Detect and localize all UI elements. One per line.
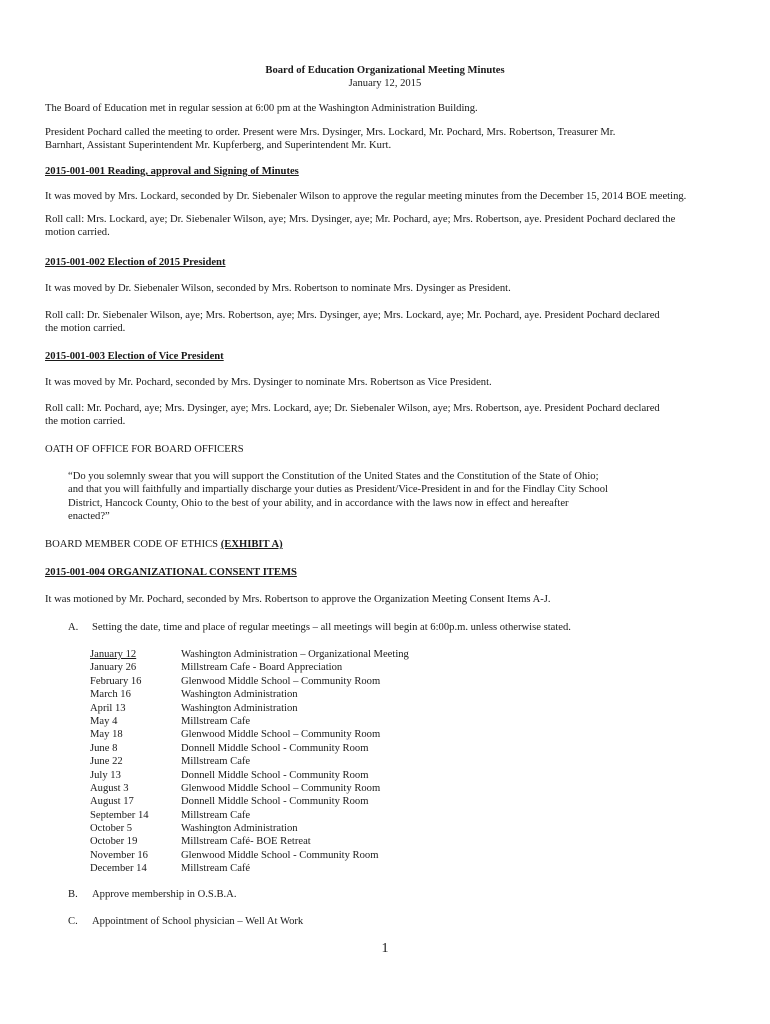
oath-line: District, Hancock County, Ohio to the best of your ability, and in accordance with the laws now in effect and hereafter <box>68 497 569 509</box>
schedule-row <box>90 715 490 728</box>
oath-line: and that you will faithfully and impartially discharge your duties as President/Vice-President in and for the Findlay City School <box>68 484 608 496</box>
schedule-row <box>90 782 490 795</box>
schedule-place: Glenwood Middle School – Community Room <box>181 729 381 741</box>
consent-item-b <box>68 888 728 901</box>
page-number: 1 <box>381 941 389 956</box>
schedule-row <box>90 742 490 755</box>
schedule-row <box>90 769 490 782</box>
schedule-date: June 22 <box>90 756 123 768</box>
ethics-text: BOARD MEMBER CODE OF ETHICS <box>45 539 219 550</box>
schedule-place: Millstream Cafe - Board Appreciation <box>181 662 343 674</box>
oath-heading: OATH OF OFFICE FOR BOARD OFFICERS <box>45 444 244 455</box>
section-heading-minutes: 2015-001-001 Reading, approval and Signing of Minutes <box>45 166 299 177</box>
schedule-place: Glenwood Middle School - Community Room <box>181 849 379 861</box>
schedule-row <box>90 648 490 661</box>
document-title: Board of Education Organizational Meeting Minutes <box>265 65 505 76</box>
schedule-place: Glenwood Middle School – Community Room <box>181 782 381 794</box>
schedule-row <box>90 755 490 768</box>
schedule-date: February 16 <box>90 675 142 687</box>
ethics-exhibit-link: (EXHIBIT A) <box>220 539 283 550</box>
schedule-date: March 16 <box>90 689 131 701</box>
intro-paragraph: The Board of Education met in regular session at 6:00 pm at the Washington Administration Building. <box>45 103 478 114</box>
section-roll-call-president-1: Roll call: Dr. Siebenaler Wilson, aye; Mrs. Robertson, aye; Mrs. Dysinger, aye; Mrs. Lockard, aye; Mr. Pochard, aye. President Pochard declared <box>45 310 660 321</box>
schedule-row <box>90 835 490 848</box>
item-marker: A. <box>68 622 79 633</box>
schedule-row <box>90 675 490 688</box>
call-to-order-line-2: Barnhart, Assistant Superintendent Mr. Kupferberg, and Superintendent Mr. Kurt. <box>45 140 392 151</box>
item-text: Approve membership in O.S.B.A. <box>92 889 237 900</box>
document-date: January 12, 2015 <box>348 78 422 89</box>
schedule-place: Glenwood Middle School – Community Room <box>181 675 381 687</box>
schedule-row <box>90 702 490 715</box>
section-motion-minutes: It was moved by Mrs. Lockard, seconded by Dr. Siebenaler Wilson to approve the regular meeting minutes from the December 15, 2014 BOE meeting. <box>45 191 687 202</box>
section-roll-call-minutes-1: Roll call: Mrs. Lockard, aye; Dr. Siebenaler Wilson, aye; Mrs. Dysinger, aye; Mr. Pochard, aye; Mrs. Robertson, aye. President Pochard declared the <box>45 214 676 225</box>
schedule-row <box>90 661 490 674</box>
schedule-row <box>90 795 490 808</box>
consent-motion: It was motioned by Mr. Pochard, seconded by Mrs. Robertson to approve the Organization Meeting Consent Items A-J. <box>45 594 551 605</box>
meeting-schedule <box>90 648 490 876</box>
section-motion-vice-president: It was moved by Mr. Pochard, seconded by Mrs. Dysinger to nominate Mrs. Robertson as Vice President. <box>45 377 492 388</box>
section-roll-call-minutes-2: motion carried. <box>45 227 110 238</box>
item-marker: C. <box>68 916 78 927</box>
section-roll-call-vice-president-2: the motion carried. <box>45 416 126 427</box>
consent-item-c <box>68 915 728 928</box>
schedule-date: April 13 <box>90 702 126 714</box>
schedule-row <box>90 728 490 741</box>
schedule-row <box>90 822 490 835</box>
section-heading-president: 2015-001-002 Election of 2015 President <box>45 257 226 268</box>
schedule-place: Millstream Café <box>181 863 251 875</box>
oath-line: enacted?” <box>68 511 110 523</box>
oath-line: “Do you solemnly swear that you will support the Constitution of the United States and the Constitution of the State of Ohio; <box>68 471 599 482</box>
item-marker: B. <box>68 889 78 900</box>
schedule-date: October 19 <box>90 836 138 848</box>
section-roll-call-vice-president-1: Roll call: Mr. Pochard, aye; Mrs. Dysinger, aye; Mrs. Lockard, aye; Dr. Siebenaler Wilson, aye; Mrs. Robertson, aye. President Pochard declared <box>45 403 660 414</box>
schedule-place: Millstream Café- BOE Retreat <box>181 836 311 848</box>
schedule-date: August 3 <box>90 782 129 794</box>
section-motion-president: It was moved by Dr. Siebenaler Wilson, seconded by Mrs. Robertson to nominate Mrs. Dysinger as President. <box>45 283 511 294</box>
schedule-place: Millstream Cafe <box>181 809 251 821</box>
schedule-date: January 26 <box>90 662 137 674</box>
schedule-date: August 17 <box>90 796 134 808</box>
schedule-date: January 12 <box>90 649 137 660</box>
schedule-row <box>90 688 490 701</box>
schedule-date: September 14 <box>90 809 149 821</box>
ethics-line <box>45 538 725 551</box>
oath-quote <box>68 470 668 524</box>
consent-heading: 2015-001-004 ORGANIZATIONAL CONSENT ITEMS <box>45 567 297 578</box>
schedule-date: May 18 <box>90 729 123 741</box>
section-roll-call-president-2: the motion carried. <box>45 323 126 334</box>
schedule-date: May 4 <box>90 715 118 727</box>
schedule-place: Millstream Cafe <box>181 715 251 727</box>
schedule-place: Donnell Middle School - Community Room <box>181 796 369 808</box>
section-heading-vice-president: 2015-001-003 Election of Vice President <box>45 351 224 362</box>
schedule-date: November 16 <box>90 849 148 861</box>
item-text: Appointment of School physician – Well At Work <box>92 916 304 927</box>
schedule-place: Donnell Middle School - Community Room <box>181 742 369 754</box>
call-to-order-line-1: President Pochard called the meeting to order. Present were Mrs. Dysinger, Mrs. Lockard, Mr. Pochard, Mrs. Robertson, Treasurer Mr. <box>45 127 616 138</box>
schedule-place: Washington Administration <box>181 689 298 701</box>
item-text: Setting the date, time and place of regular meetings – all meetings will begin at 6:00p.m. unless otherwise stated. <box>92 622 571 633</box>
schedule-date: July 13 <box>90 769 121 781</box>
schedule-row <box>90 809 490 822</box>
schedule-date: October 5 <box>90 823 133 835</box>
consent-item-a <box>68 621 728 634</box>
schedule-place: Washington Administration <box>181 823 298 835</box>
schedule-date: June 8 <box>90 742 118 754</box>
schedule-row <box>90 849 490 862</box>
schedule-date: December 14 <box>90 863 147 875</box>
schedule-place: Donnell Middle School - Community Room <box>181 769 369 781</box>
schedule-place: Washington Administration – Organizational Meeting <box>181 649 409 660</box>
schedule-row <box>90 862 490 875</box>
schedule-place: Millstream Cafe <box>181 756 251 768</box>
schedule-place: Washington Administration <box>181 702 298 714</box>
